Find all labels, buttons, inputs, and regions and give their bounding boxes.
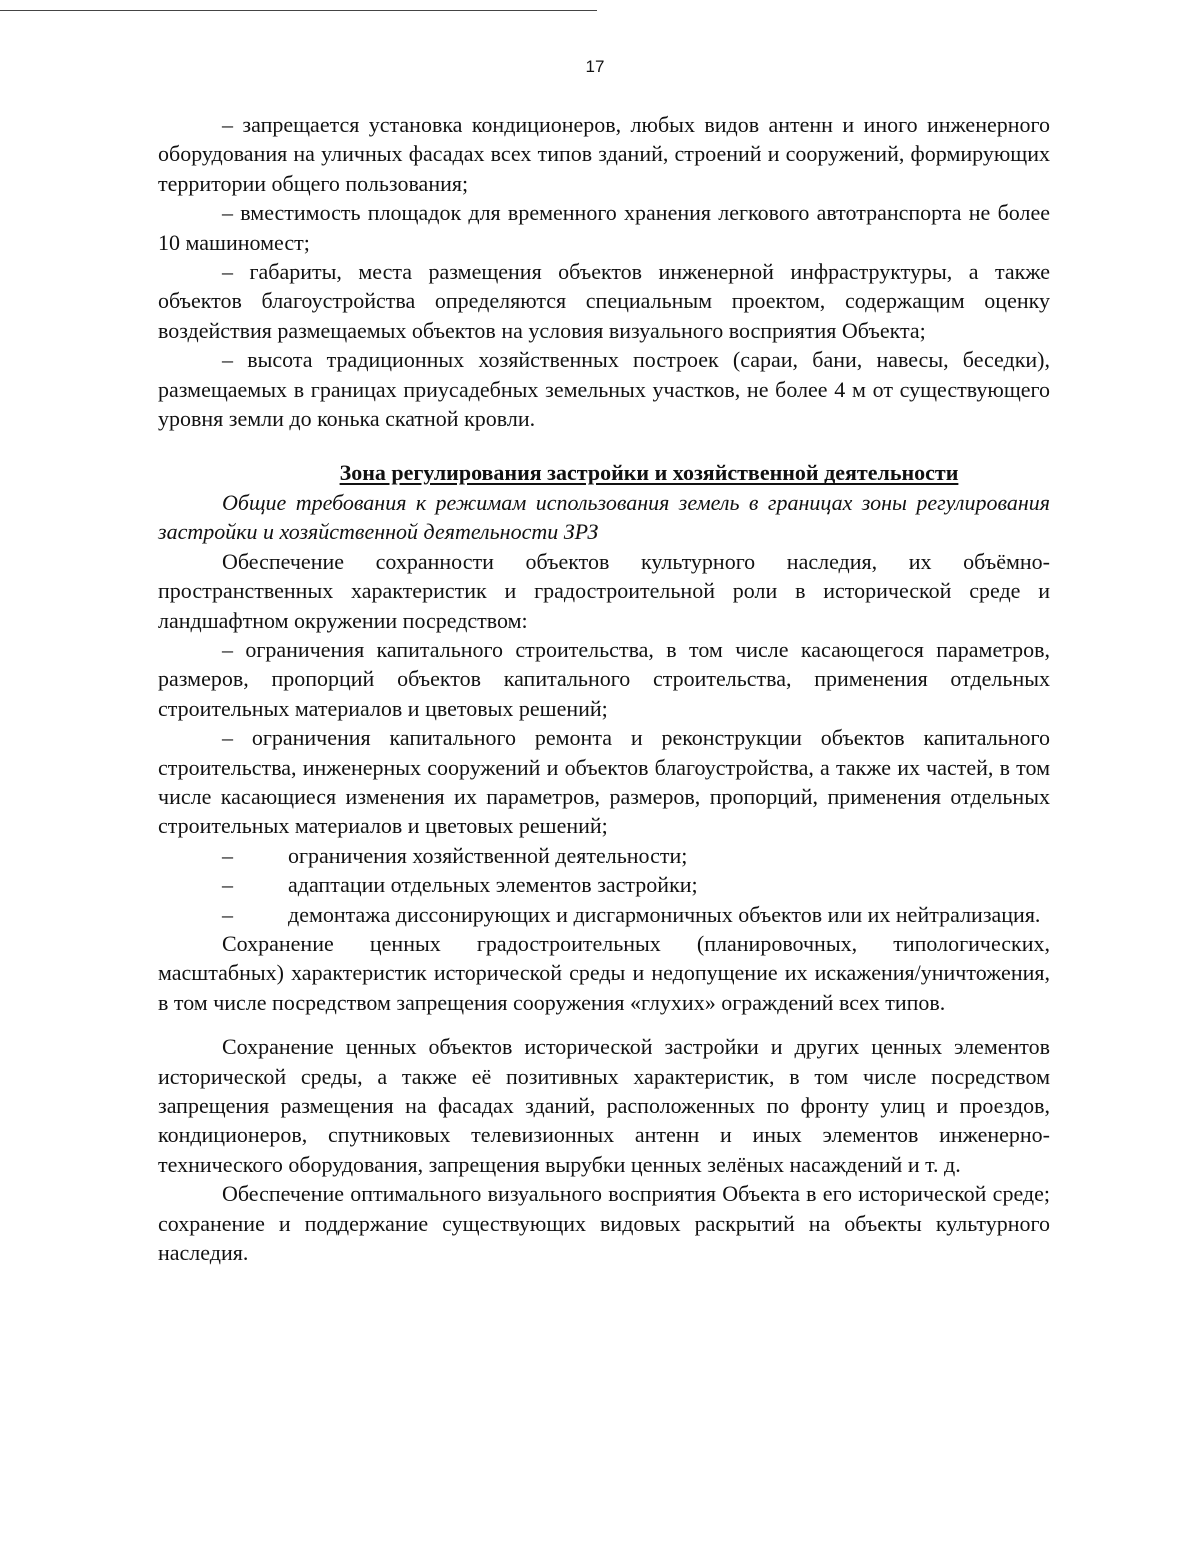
section-intro: Обеспечение сохранности объектов культурного наследия, их объёмно-пространственных характеристик и градостроительной роли в исторической среде и ландшафтном окружении посредством: bbox=[158, 548, 1050, 633]
list-dash: – bbox=[222, 901, 233, 927]
paragraph-ac-ban: – запрещается установка кондиционеров, любых видов антенн и иного инженерного оборудования на уличных фасадах всех типов зданий, строений и сооружений, формирующих территории общего пользования; bbox=[158, 112, 1050, 196]
document-body bbox=[158, 110, 1050, 1267]
paragraph-historic-buildings: Сохранение ценных объектов исторической застройки и других ценных элементов исторической среды, а также её позитивных характеристик, в том числе посредством запрещения размещения на фасадах зданий, расположенных по фронту улиц и проездов, кондиционеров, спутниковых телевизионных антенн и иных элементов инженерно-технического оборудования, запрещения вырубки ценных зелёных насаждений и т. д. bbox=[158, 1034, 1050, 1177]
section-heading: Зона регулирования застройки и хозяйственной деятельности bbox=[339, 460, 959, 486]
paragraph-parking-capacity: – вместимость площадок для временного хранения легкового автотранспорта не более 10 машиномест; bbox=[158, 200, 1050, 255]
list-item-economic-activity bbox=[158, 841, 1050, 870]
list-item-repair-limits: – ограничения капитального ремонта и реконструкции объектов капитального строительства, инженерных сооружений и объектов благоустройства, а также их частей, в том числе касающиеся изменения их параметров, размеров, пропорций, применения отдельных строительных материалов и цветовых решений; bbox=[158, 725, 1050, 839]
list-item-text: демонтажа диссонирующих и дисгармоничных объектов или их нейтрализация. bbox=[288, 901, 1041, 927]
paragraph-infrastructure-dimensions: – габариты, места размещения объектов инженерной инфраструктуры, а также объектов благоустройства определяются специальным проектом, содержащим оценку воздействия размещаемых объектов на условия визуального восприятия Объекта; bbox=[158, 259, 1050, 343]
list-dash: – bbox=[222, 842, 233, 868]
list-dash: – bbox=[222, 872, 233, 898]
list-item-construction-limits: – ограничения капитального строительства, в том числе касающегося параметров, размеров, пропорций объектов капитального строительства, применения отдельных строительных материалов и цветовых решений; bbox=[158, 636, 1050, 721]
list-item-text: ограничения хозяйственной деятельности; bbox=[288, 842, 688, 868]
list-item-dismantling bbox=[158, 900, 1050, 929]
paragraph-visual-perception: Обеспечение оптимального визуального восприятия Объекта в его исторической среде; сохранение и поддержание существующих видовых раскрытий на объекты культурного наследия. bbox=[158, 1181, 1050, 1266]
list-item-text: адаптации отдельных элементов застройки; bbox=[288, 872, 698, 898]
section-subheading: Общие требования к режимам использования земель в границах зоны регулирования застройки и хозяйственной деятельности ЗРЗ bbox=[158, 489, 1050, 545]
paragraph-urban-characteristics: Сохранение ценных градостроительных (планировочных, типологических, масштабных) характеристик исторической среды и недопущение их искажения/уничтожения, в том числе посредством запрещения сооружения «глухих» ограждений всех типов. bbox=[158, 930, 1050, 1015]
top-rule bbox=[0, 10, 597, 11]
page-number: 17 bbox=[585, 57, 605, 76]
paragraph-outbuilding-height: – высота традиционных хозяйственных построек (сараи, бани, навесы, беседки), размещаемых в границах приусадебных земельных участков, не более 4 м от существующего уровня земли до конька скатной кровли. bbox=[158, 347, 1050, 432]
list-item-adaptation bbox=[158, 870, 1050, 899]
